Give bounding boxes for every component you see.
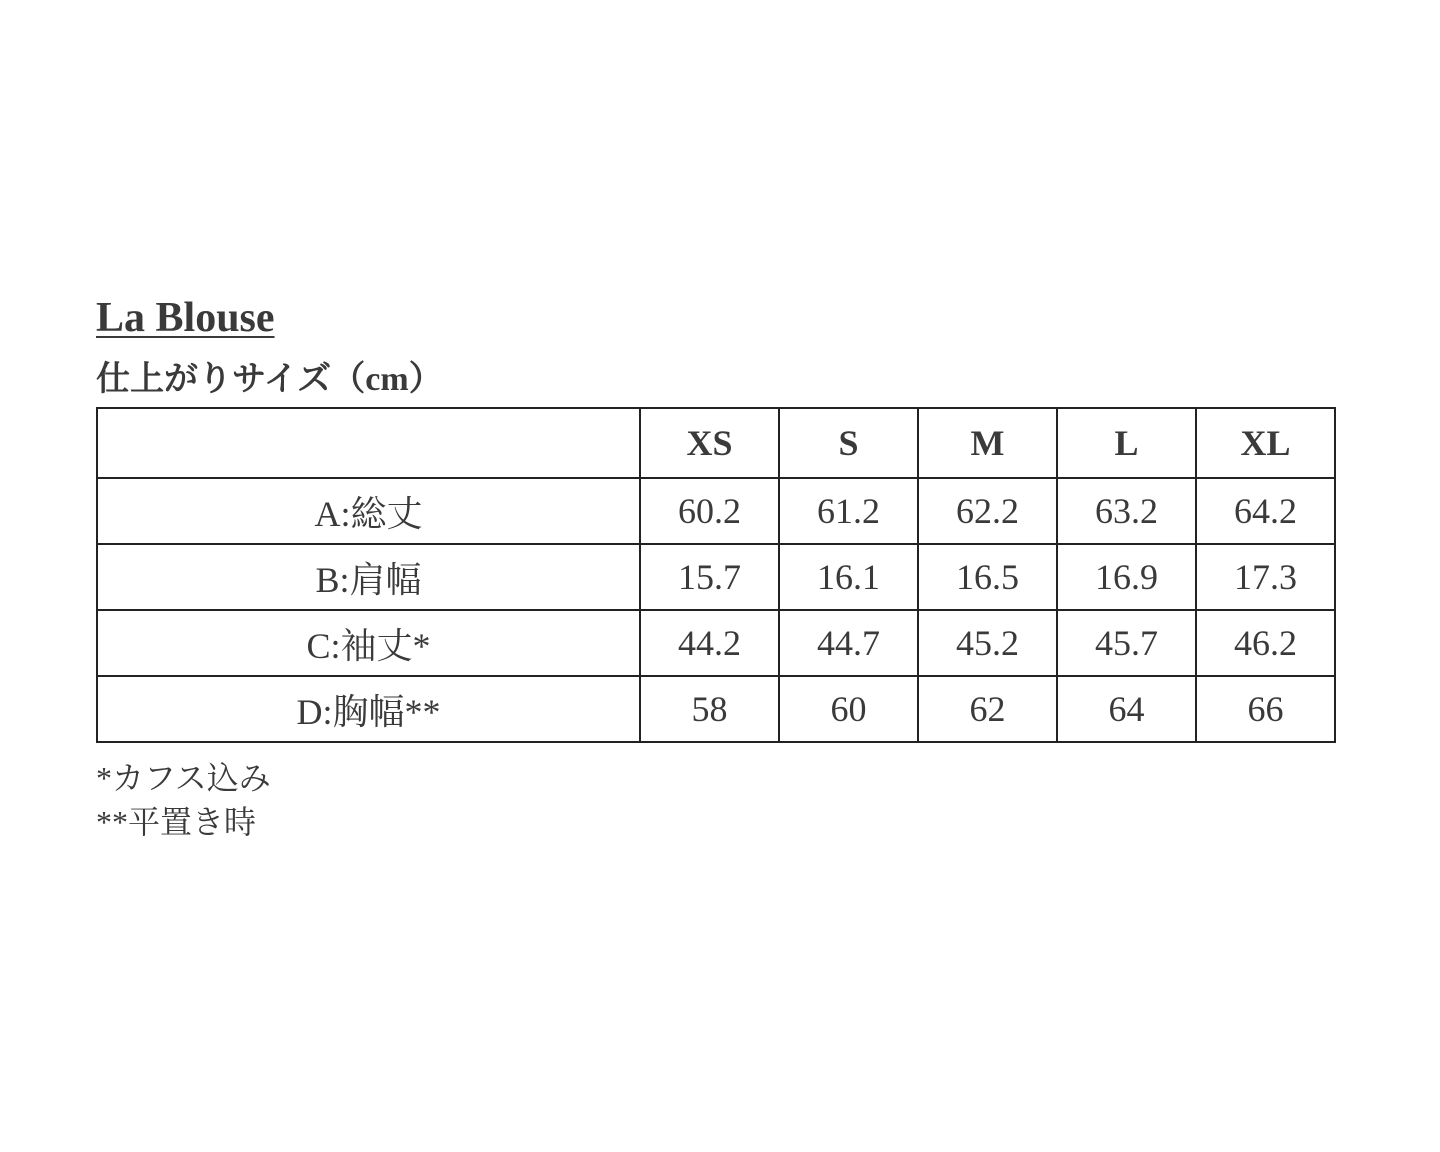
table-cell: 62 (918, 676, 1057, 742)
table-cell: 46.2 (1196, 610, 1335, 676)
table-row (97, 610, 1335, 676)
row-label: A:総丈 (97, 478, 640, 544)
table-cell: 62.2 (918, 478, 1057, 544)
row-label: B:肩幅 (97, 544, 640, 610)
table-cell: 60 (779, 676, 918, 742)
table-cell: 17.3 (1196, 544, 1335, 610)
table-cell: 66 (1196, 676, 1335, 742)
table-cell: 15.7 (640, 544, 779, 610)
table-cell: 44.2 (640, 610, 779, 676)
header-size-l: L (1057, 408, 1196, 478)
row-label: D:胸幅** (97, 676, 640, 742)
row-label: C:袖丈* (97, 610, 640, 676)
table-cell: 58 (640, 676, 779, 742)
header-size-s: S (779, 408, 918, 478)
size-subtitle: 仕上がりサイズ（cm） (96, 361, 443, 398)
table-cell: 45.7 (1057, 610, 1196, 676)
table-cell: 63.2 (1057, 478, 1196, 544)
table-row (97, 478, 1335, 544)
footnote-flat: **平置き時 (96, 804, 257, 840)
table-cell: 64.2 (1196, 478, 1335, 544)
table-row (97, 544, 1335, 610)
header-empty-cell (97, 408, 640, 478)
header-size-xl: XL (1196, 408, 1335, 478)
table-cell: 16.9 (1057, 544, 1196, 610)
table-cell: 61.2 (779, 478, 918, 544)
footnote-cuffs: *カフス込み (96, 760, 271, 796)
table-cell: 64 (1057, 676, 1196, 742)
header-size-xs: XS (640, 408, 779, 478)
header-size-m: M (918, 408, 1057, 478)
table-cell: 45.2 (918, 610, 1057, 676)
table-cell: 16.1 (779, 544, 918, 610)
table-header-row (97, 408, 1335, 478)
table-cell: 44.7 (779, 610, 918, 676)
table-cell: 60.2 (640, 478, 779, 544)
table-cell: 16.5 (918, 544, 1057, 610)
table-row (97, 676, 1335, 742)
document-title: La Blouse (96, 295, 275, 341)
size-table (96, 407, 1336, 743)
